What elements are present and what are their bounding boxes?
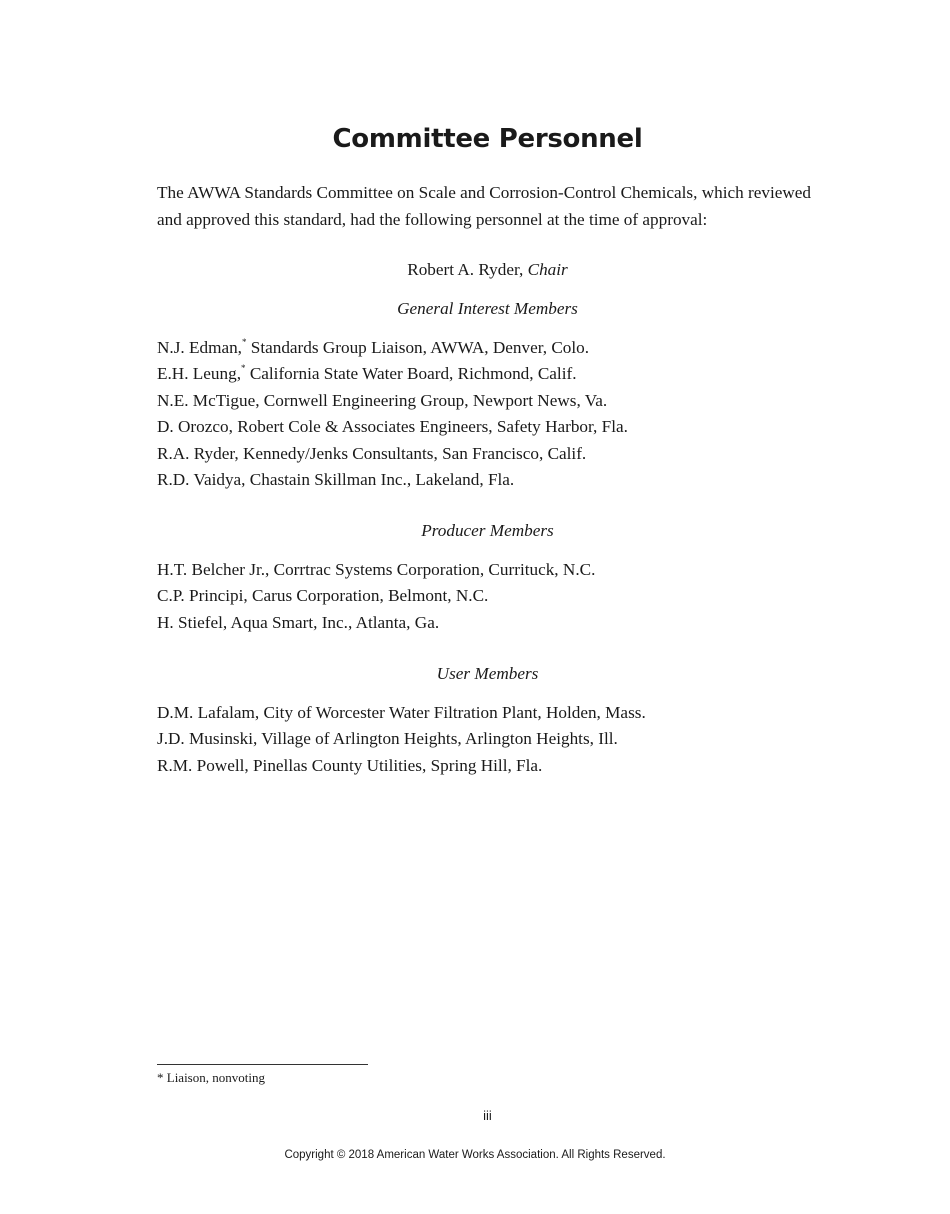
- member-name: D. Orozco,: [157, 417, 233, 437]
- member-name: R.D. Vaidya,: [157, 470, 246, 490]
- copyright-notice: Copyright © 2018 American Water Works Association. All Rights Reserved.: [284, 1149, 666, 1161]
- member-name: N.J. Edman,: [157, 338, 242, 357]
- member-name: N.E. McTigue,: [157, 390, 260, 410]
- member-item: [157, 441, 857, 467]
- group-heading-user: User Members: [436, 664, 539, 683]
- member-affiliation: Village of Arlington Heights, Arlington Heights, Ill.: [261, 729, 618, 749]
- member-name: R.M. Powell,: [157, 755, 249, 775]
- chair-role: Chair: [527, 260, 568, 279]
- member-affiliation: City of Worcester Water Filtration Plant, Holden, Mass.: [263, 703, 646, 722]
- member-item: [157, 726, 857, 752]
- member-list-producer: [157, 557, 857, 636]
- member-item: [157, 700, 857, 726]
- member-affiliation: California State Water Board, Richmond, Calif.: [249, 364, 577, 384]
- member-item: [157, 414, 857, 440]
- footnote-divider: [157, 1064, 368, 1065]
- member-affiliation: Corrtrac Systems Corporation, Currituck, N.C.: [273, 560, 596, 579]
- liaison-mark: *: [241, 337, 247, 347]
- member-affiliation: Kennedy/Jenks Consultants, San Francisco, Calif.: [243, 443, 587, 463]
- member-affiliation: Cornwell Engineering Group, Newport News, Va.: [263, 390, 608, 410]
- member-item: [157, 557, 857, 583]
- page-number: iii: [483, 1108, 492, 1123]
- group-heading-producer: Producer Members: [421, 521, 554, 540]
- member-name: J.D. Musinski,: [157, 729, 258, 749]
- member-list-general-interest: [157, 335, 857, 493]
- member-item: [157, 335, 857, 361]
- member-list-user: [157, 700, 857, 779]
- member-affiliation: Pinellas County Utilities, Spring Hill, Fla.: [252, 755, 543, 775]
- group-heading-general-interest: General Interest Members: [397, 299, 578, 318]
- member-name: H.T. Belcher Jr.,: [157, 560, 270, 579]
- member-item: [157, 753, 857, 779]
- member-affiliation: Standards Group Liaison, AWWA, Denver, Colo.: [250, 338, 590, 357]
- footnote: * Liaison, nonvoting: [157, 1070, 265, 1085]
- liaison-mark: *: [241, 363, 246, 374]
- member-item: [157, 467, 857, 493]
- member-item: [157, 610, 857, 636]
- member-name: D.M. Lafalam,: [157, 703, 260, 722]
- member-affiliation: Chastain Skillman Inc., Lakeland, Fla.: [249, 470, 515, 490]
- member-name: H. Stiefel,: [157, 612, 228, 632]
- member-name: E.H. Leung,: [157, 364, 242, 384]
- member-item: [157, 388, 857, 414]
- member-affiliation: Aqua Smart, Inc., Atlanta, Ga.: [230, 612, 440, 632]
- member-affiliation: Robert Cole & Associates Engineers, Safety Harbor, Fla.: [237, 417, 628, 437]
- chair-name: Robert A. Ryder,: [407, 260, 524, 279]
- page-title: Committee Personnel: [332, 124, 643, 154]
- intro-paragraph: The AWWA Standards Committee on Scale and Corrosion-Control Chemicals, which reviewed and approved this standard, had the following personnel at the time of approval:: [157, 183, 811, 229]
- member-name: C.P. Principi,: [157, 586, 248, 606]
- chair-line: [0, 260, 950, 280]
- member-affiliation: Carus Corporation, Belmont, N.C.: [252, 586, 489, 606]
- member-name: R.A. Ryder,: [157, 443, 239, 463]
- member-item: [157, 583, 857, 609]
- member-item: [157, 361, 857, 387]
